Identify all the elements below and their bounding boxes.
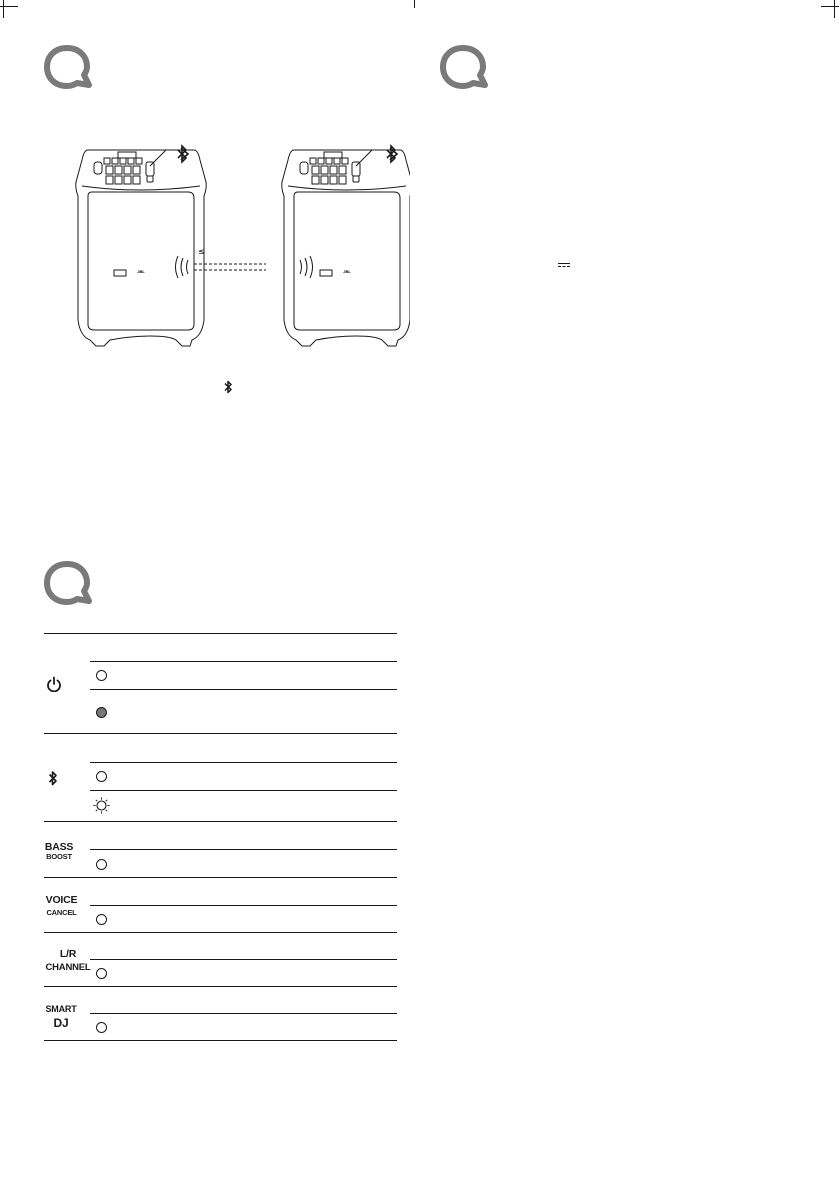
lr-label: L/R [59,948,77,960]
table-rule [90,849,397,850]
led-ring-icon [96,914,107,925]
speaker-logo: JBL [343,269,351,274]
led-flashing-icon [93,797,110,814]
table-rule [90,689,397,690]
led-ring-icon [96,968,107,979]
speaker-logo: JBL [137,269,145,274]
voice-label: VOICE [45,894,78,906]
crop-mark-top-right-h [821,6,839,7]
table-rule [44,1040,397,1041]
bluetooth-icon [223,380,233,394]
smart-label: SMART [45,1004,77,1014]
table-rule [90,790,397,791]
table-rule [44,821,397,822]
table-rule [90,762,397,763]
bluetooth-icon [48,770,58,787]
table-rule [44,733,397,734]
table-rule [90,959,397,960]
crop-mark-top-left-h [0,6,18,7]
table-rule [90,661,397,662]
crop-mark-top-center [414,0,415,8]
bass-label: BASS [44,841,74,853]
boost-label: BOOST [46,852,72,861]
table-rule [44,932,397,933]
power-icon [46,676,62,692]
table-rule [44,986,397,987]
channel-label: CHANNEL [45,962,91,973]
led-ring-icon [96,1022,107,1033]
led-solid-icon [96,707,107,718]
table-rule [44,633,397,634]
led-ring-icon [96,771,107,782]
crop-mark-top-right-v [834,0,835,18]
speech-bubble-icon [43,44,95,94]
table-rule [90,1013,397,1014]
table-rule [90,905,397,906]
dj-label: DJ [53,1016,69,1030]
speaker-pairing-illustration [70,140,410,350]
table-rule [44,877,397,878]
speech-bubble-icon [43,560,95,610]
connection-symbol: ≤ [198,247,205,256]
led-ring-icon [96,670,107,681]
cancel-label: CANCEL [46,908,77,917]
speech-bubble-icon [439,44,491,94]
led-ring-icon [96,859,107,870]
crop-mark-top-left-v [3,0,4,18]
dc-symbol-icon [557,262,571,268]
